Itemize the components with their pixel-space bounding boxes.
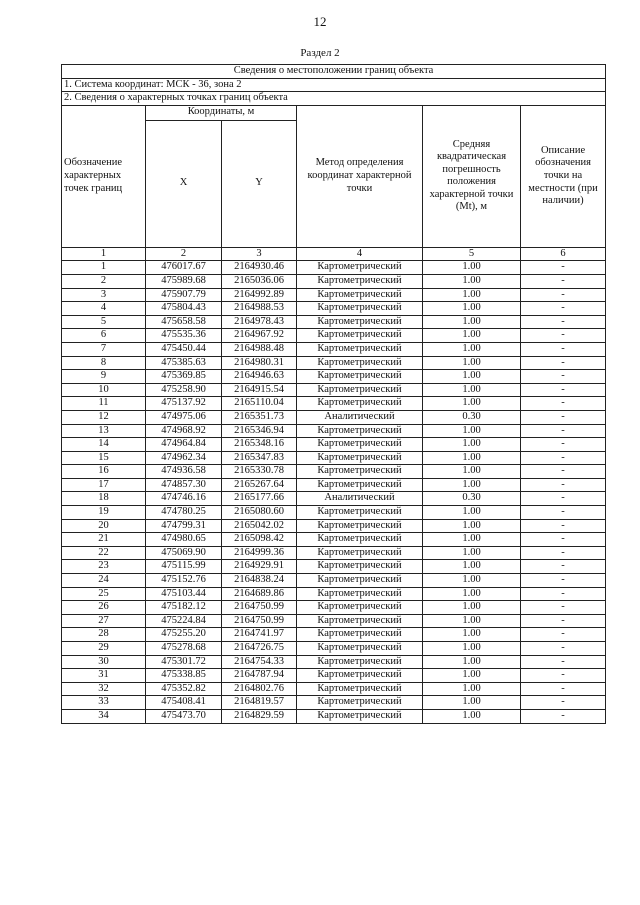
- error-cell: 1.00: [423, 438, 521, 452]
- method-cell: Картометрический: [297, 465, 423, 479]
- error-cell: 1.00: [423, 302, 521, 316]
- column-number: 4: [297, 247, 423, 261]
- y-coordinate-cell: 2164750.99: [222, 601, 297, 615]
- description-cell: -: [521, 492, 606, 506]
- error-cell: 1.00: [423, 478, 521, 492]
- y-coordinate-cell: 2164802.76: [222, 682, 297, 696]
- y-coordinate-cell: 2164750.99: [222, 614, 297, 628]
- y-coordinate-cell: 2164754.33: [222, 655, 297, 669]
- y-coordinate-cell: 2164980.31: [222, 356, 297, 370]
- method-cell: Картометрический: [297, 560, 423, 574]
- error-cell: 1.00: [423, 601, 521, 615]
- x-coordinate-cell: 475473.70: [146, 709, 222, 723]
- error-cell: 1.00: [423, 628, 521, 642]
- y-coordinate-cell: 2164689.86: [222, 587, 297, 601]
- point-number-cell: 25: [62, 587, 146, 601]
- error-cell: 1.00: [423, 356, 521, 370]
- error-cell: 1.00: [423, 546, 521, 560]
- description-cell: -: [521, 614, 606, 628]
- method-cell: Картометрический: [297, 302, 423, 316]
- table-row: [62, 696, 606, 710]
- y-coordinate-cell: 2165348.16: [222, 438, 297, 452]
- x-coordinate-cell: 476017.67: [146, 261, 222, 275]
- table-row: [62, 601, 606, 615]
- point-number-cell: 32: [62, 682, 146, 696]
- table-row: [62, 682, 606, 696]
- point-number-cell: 28: [62, 628, 146, 642]
- description-cell: -: [521, 370, 606, 384]
- point-number-cell: 18: [62, 492, 146, 506]
- x-coordinate-cell: 475352.82: [146, 682, 222, 696]
- x-coordinate-cell: 474975.06: [146, 410, 222, 424]
- y-coordinate-cell: 2165110.04: [222, 397, 297, 411]
- method-cell: Картометрический: [297, 506, 423, 520]
- point-number-cell: 27: [62, 614, 146, 628]
- description-cell: -: [521, 274, 606, 288]
- x-coordinate-cell: 474746.16: [146, 492, 222, 506]
- description-cell: -: [521, 533, 606, 547]
- table-row: [62, 288, 606, 302]
- point-number-cell: 4: [62, 302, 146, 316]
- y-coordinate-cell: 2165346.94: [222, 424, 297, 438]
- y-coordinate-cell: 2164829.59: [222, 709, 297, 723]
- description-cell: -: [521, 655, 606, 669]
- method-cell: Картометрический: [297, 438, 423, 452]
- y-coordinate-cell: 2165330.78: [222, 465, 297, 479]
- x-coordinate-cell: 475115.99: [146, 560, 222, 574]
- table-row: [62, 465, 606, 479]
- x-coordinate-cell: 475907.79: [146, 288, 222, 302]
- y-coordinate-cell: 2164978.43: [222, 315, 297, 329]
- description-cell: -: [521, 642, 606, 656]
- description-cell: -: [521, 397, 606, 411]
- x-coordinate-cell: 475103.44: [146, 587, 222, 601]
- point-number-cell: 7: [62, 342, 146, 356]
- error-cell: 1.00: [423, 315, 521, 329]
- description-cell: -: [521, 709, 606, 723]
- x-coordinate-cell: 474936.58: [146, 465, 222, 479]
- x-coordinate-cell: 475338.85: [146, 669, 222, 683]
- error-cell: 1.00: [423, 574, 521, 588]
- header-description: Описание обозначения точки на местности (при наличии): [521, 105, 606, 247]
- y-coordinate-cell: 2165080.60: [222, 506, 297, 520]
- description-cell: -: [521, 682, 606, 696]
- table-row: [62, 533, 606, 547]
- table-row: [62, 519, 606, 533]
- description-cell: -: [521, 438, 606, 452]
- description-cell: -: [521, 315, 606, 329]
- error-cell: 1.00: [423, 288, 521, 302]
- header-x: X: [146, 120, 222, 247]
- description-cell: -: [521, 546, 606, 560]
- x-coordinate-cell: 475069.90: [146, 546, 222, 560]
- point-number-cell: 5: [62, 315, 146, 329]
- x-coordinate-cell: 474968.92: [146, 424, 222, 438]
- y-coordinate-cell: 2164741.97: [222, 628, 297, 642]
- point-number-cell: 3: [62, 288, 146, 302]
- description-cell: -: [521, 424, 606, 438]
- description-cell: -: [521, 465, 606, 479]
- table-row: [62, 342, 606, 356]
- description-cell: -: [521, 696, 606, 710]
- y-coordinate-cell: 2164915.54: [222, 383, 297, 397]
- x-coordinate-cell: 475152.76: [146, 574, 222, 588]
- method-cell: Картометрический: [297, 288, 423, 302]
- method-cell: Картометрический: [297, 709, 423, 723]
- table-row: [62, 546, 606, 560]
- error-cell: 1.00: [423, 682, 521, 696]
- coordinate-system: 1. Система координат: МСК - 36, зона 2: [62, 78, 606, 92]
- table-row: [62, 329, 606, 343]
- table-row: [62, 370, 606, 384]
- method-cell: Картометрический: [297, 642, 423, 656]
- point-number-cell: 30: [62, 655, 146, 669]
- table-row: [62, 478, 606, 492]
- table-row: [62, 614, 606, 628]
- method-cell: Картометрический: [297, 587, 423, 601]
- y-coordinate-cell: 2164929.91: [222, 560, 297, 574]
- method-cell: Картометрический: [297, 614, 423, 628]
- y-coordinate-cell: 2164999.36: [222, 546, 297, 560]
- x-coordinate-cell: 474857.30: [146, 478, 222, 492]
- point-number-cell: 16: [62, 465, 146, 479]
- error-cell: 1.00: [423, 261, 521, 275]
- page-number: 12: [313, 14, 327, 29]
- error-cell: 1.00: [423, 709, 521, 723]
- point-number-cell: 2: [62, 274, 146, 288]
- method-cell: Аналитический: [297, 492, 423, 506]
- point-number-cell: 19: [62, 506, 146, 520]
- x-coordinate-cell: 475450.44: [146, 342, 222, 356]
- point-number-cell: 34: [62, 709, 146, 723]
- table-row: [62, 438, 606, 452]
- y-coordinate-cell: 2165351.73: [222, 410, 297, 424]
- point-number-cell: 24: [62, 574, 146, 588]
- x-coordinate-cell: 475989.68: [146, 274, 222, 288]
- point-number-cell: 14: [62, 438, 146, 452]
- header-method: Метод определения координат характерной точки: [297, 105, 423, 247]
- x-coordinate-cell: 475804.43: [146, 302, 222, 316]
- y-coordinate-cell: 2165347.83: [222, 451, 297, 465]
- column-number: 2: [146, 247, 222, 261]
- y-coordinate-cell: 2165098.42: [222, 533, 297, 547]
- description-cell: -: [521, 669, 606, 683]
- table-row: [62, 397, 606, 411]
- y-coordinate-cell: 2164787.94: [222, 669, 297, 683]
- method-cell: Картометрический: [297, 383, 423, 397]
- error-cell: 1.00: [423, 519, 521, 533]
- method-cell: Картометрический: [297, 533, 423, 547]
- y-coordinate-cell: 2165036.06: [222, 274, 297, 288]
- column-number: 1: [62, 247, 146, 261]
- error-cell: 1.00: [423, 669, 521, 683]
- table-row: [62, 628, 606, 642]
- x-coordinate-cell: 475255.20: [146, 628, 222, 642]
- header-error: Средняя квадратическая погрешность положения характерной точки (Mt), м: [423, 105, 521, 247]
- error-cell: 1.00: [423, 424, 521, 438]
- point-number-cell: 15: [62, 451, 146, 465]
- x-coordinate-cell: 475658.58: [146, 315, 222, 329]
- method-cell: Картометрический: [297, 342, 423, 356]
- point-number-cell: 11: [62, 397, 146, 411]
- method-cell: Картометрический: [297, 574, 423, 588]
- point-number-cell: 23: [62, 560, 146, 574]
- x-coordinate-cell: 474980.65: [146, 533, 222, 547]
- x-coordinate-cell: 475182.12: [146, 601, 222, 615]
- column-number: 6: [521, 247, 606, 261]
- y-coordinate-cell: 2164988.53: [222, 302, 297, 316]
- x-coordinate-cell: 475301.72: [146, 655, 222, 669]
- description-cell: -: [521, 601, 606, 615]
- method-cell: Картометрический: [297, 546, 423, 560]
- points-heading: 2. Сведения о характерных точках границ объекта: [62, 92, 606, 106]
- y-coordinate-cell: 2164726.75: [222, 642, 297, 656]
- description-cell: -: [521, 560, 606, 574]
- method-cell: Картометрический: [297, 261, 423, 275]
- error-cell: 1.00: [423, 533, 521, 547]
- x-coordinate-cell: 474962.34: [146, 451, 222, 465]
- error-cell: 1.00: [423, 696, 521, 710]
- table-row: [62, 574, 606, 588]
- x-coordinate-cell: 474799.31: [146, 519, 222, 533]
- description-cell: -: [521, 288, 606, 302]
- point-number-cell: 31: [62, 669, 146, 683]
- description-cell: -: [521, 261, 606, 275]
- point-number-cell: 29: [62, 642, 146, 656]
- x-coordinate-cell: 475258.90: [146, 383, 222, 397]
- table-row: [62, 302, 606, 316]
- boundary-table: [61, 64, 606, 724]
- error-cell: 1.00: [423, 383, 521, 397]
- y-coordinate-cell: 2164819.57: [222, 696, 297, 710]
- error-cell: 1.00: [423, 465, 521, 479]
- method-cell: Картометрический: [297, 356, 423, 370]
- table-row: [62, 560, 606, 574]
- y-coordinate-cell: 2164946.63: [222, 370, 297, 384]
- table-row: [62, 492, 606, 506]
- method-cell: Картометрический: [297, 655, 423, 669]
- table-row: [62, 424, 606, 438]
- x-coordinate-cell: 474780.25: [146, 506, 222, 520]
- error-cell: 0.30: [423, 410, 521, 424]
- method-cell: Картометрический: [297, 424, 423, 438]
- x-coordinate-cell: 474964.84: [146, 438, 222, 452]
- description-cell: -: [521, 506, 606, 520]
- point-number-cell: 8: [62, 356, 146, 370]
- table-row: [62, 383, 606, 397]
- error-cell: 1.00: [423, 506, 521, 520]
- error-cell: 1.00: [423, 655, 521, 669]
- y-coordinate-cell: 2165267.64: [222, 478, 297, 492]
- y-coordinate-cell: 2164992.89: [222, 288, 297, 302]
- description-cell: -: [521, 383, 606, 397]
- method-cell: Картометрический: [297, 370, 423, 384]
- header-coordinates: Координаты, м: [146, 105, 297, 120]
- x-coordinate-cell: 475408.41: [146, 696, 222, 710]
- method-cell: Картометрический: [297, 682, 423, 696]
- y-coordinate-cell: 2165177.66: [222, 492, 297, 506]
- point-number-cell: 17: [62, 478, 146, 492]
- table-row: [62, 669, 606, 683]
- error-cell: 1.00: [423, 587, 521, 601]
- point-number-cell: 20: [62, 519, 146, 533]
- table-row: [62, 274, 606, 288]
- error-cell: 0.30: [423, 492, 521, 506]
- x-coordinate-cell: 475369.85: [146, 370, 222, 384]
- column-number-row: [62, 247, 606, 261]
- x-coordinate-cell: 475224.84: [146, 614, 222, 628]
- method-cell: Картометрический: [297, 329, 423, 343]
- description-cell: -: [521, 342, 606, 356]
- x-coordinate-cell: 475137.92: [146, 397, 222, 411]
- error-cell: 1.00: [423, 560, 521, 574]
- description-cell: -: [521, 329, 606, 343]
- description-cell: -: [521, 519, 606, 533]
- point-number-cell: 22: [62, 546, 146, 560]
- point-number-cell: 10: [62, 383, 146, 397]
- description-cell: -: [521, 410, 606, 424]
- description-cell: -: [521, 451, 606, 465]
- point-number-cell: 1: [62, 261, 146, 275]
- header-designation: Обозначение характерных точек границ: [62, 105, 146, 247]
- description-cell: -: [521, 478, 606, 492]
- point-number-cell: 12: [62, 410, 146, 424]
- error-cell: 1.00: [423, 397, 521, 411]
- table-row: [62, 655, 606, 669]
- error-cell: 1.00: [423, 370, 521, 384]
- method-cell: Картометрический: [297, 669, 423, 683]
- point-number-cell: 9: [62, 370, 146, 384]
- table-row: [62, 506, 606, 520]
- x-coordinate-cell: 475385.63: [146, 356, 222, 370]
- column-number: 3: [222, 247, 297, 261]
- column-number: 5: [423, 247, 521, 261]
- y-coordinate-cell: 2164988.48: [222, 342, 297, 356]
- description-cell: -: [521, 302, 606, 316]
- method-cell: Картометрический: [297, 397, 423, 411]
- error-cell: 1.00: [423, 329, 521, 343]
- y-coordinate-cell: 2164838.24: [222, 574, 297, 588]
- method-cell: Картометрический: [297, 628, 423, 642]
- description-cell: -: [521, 574, 606, 588]
- description-cell: -: [521, 587, 606, 601]
- method-cell: Аналитический: [297, 410, 423, 424]
- y-coordinate-cell: 2164930.46: [222, 261, 297, 275]
- table-row: [62, 642, 606, 656]
- description-cell: -: [521, 356, 606, 370]
- table-row: [62, 451, 606, 465]
- table-row: [62, 261, 606, 275]
- method-cell: Картометрический: [297, 451, 423, 465]
- point-number-cell: 21: [62, 533, 146, 547]
- method-cell: Картометрический: [297, 519, 423, 533]
- point-number-cell: 13: [62, 424, 146, 438]
- point-number-cell: 6: [62, 329, 146, 343]
- section-label: Раздел 2: [300, 47, 340, 59]
- error-cell: 1.00: [423, 614, 521, 628]
- error-cell: 1.00: [423, 451, 521, 465]
- error-cell: 1.00: [423, 274, 521, 288]
- method-cell: Картометрический: [297, 696, 423, 710]
- x-coordinate-cell: 475278.68: [146, 642, 222, 656]
- description-cell: -: [521, 628, 606, 642]
- method-cell: Картометрический: [297, 274, 423, 288]
- header-y: Y: [222, 120, 297, 247]
- method-cell: Картометрический: [297, 601, 423, 615]
- x-coordinate-cell: 475535.36: [146, 329, 222, 343]
- table-row: [62, 709, 606, 723]
- table-row: [62, 587, 606, 601]
- table-row: [62, 315, 606, 329]
- method-cell: Картометрический: [297, 315, 423, 329]
- y-coordinate-cell: 2164967.92: [222, 329, 297, 343]
- point-number-cell: 26: [62, 601, 146, 615]
- error-cell: 1.00: [423, 642, 521, 656]
- point-number-cell: 33: [62, 696, 146, 710]
- table-row: [62, 356, 606, 370]
- table-title: Сведения о местоположении границ объекта: [62, 65, 606, 79]
- table-row: [62, 410, 606, 424]
- method-cell: Картометрический: [297, 478, 423, 492]
- y-coordinate-cell: 2165042.02: [222, 519, 297, 533]
- error-cell: 1.00: [423, 342, 521, 356]
